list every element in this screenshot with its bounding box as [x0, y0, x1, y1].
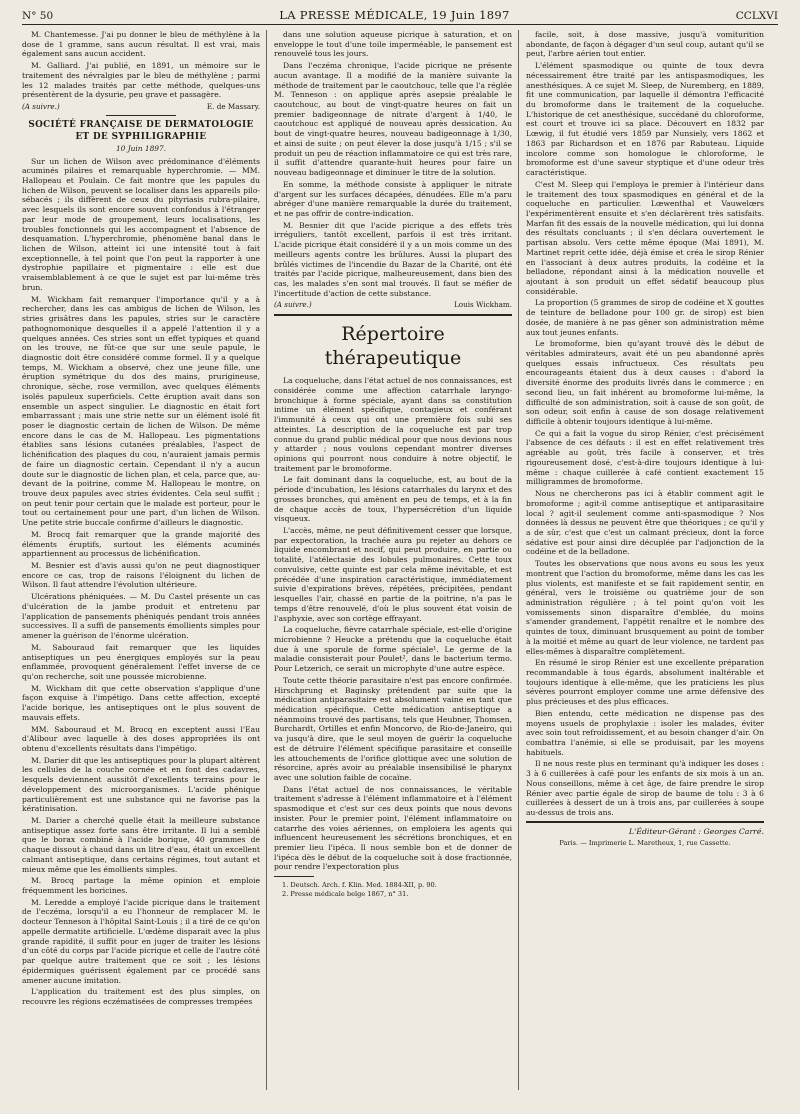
page-header — [22, 6, 778, 22]
society-date: 10 Juin 1897. — [115, 144, 167, 154]
header-rule — [22, 24, 778, 25]
paragraph: M. Darier a cherché quelle était la meilleure substance antiseptique assez forte sans être irritante. Il lui a semblé que le borax combiné à l'acide borique, 40 grammes de chaque dissout à chaud dans un litre d'eau, était un excellent calmant antiseptique, dans certains régimes, tout autant et mieux même que les émollients simples. — [22, 816, 260, 874]
issue-number: N° 50 — [22, 10, 54, 22]
paragraph: M. Besnier est d'avis aussi qu'on ne peut diagnostiquer encore ce cas, trop de raisons l'éloignent du lichen de Wilson. Il faut attendre l'évolution ultérieure. — [22, 561, 260, 590]
paragraph: facile, soit, à dose massive, jusqu'à vomiturition abondante, de façon à dégager d'un seul coup, autant qu'il se peut, l'arbre aérien tout entier. — [526, 30, 764, 59]
paragraph: M. Darier dit que les antiseptiques pour la plupart altèrent les cellules de la couche cornée et en font des cadavres, lesquels deviennent aussitôt d'excellents terrains pour le développement des microorganismes. L'acide phénique particulièrement est une substance qui ne favorise pas la kératinisation. — [22, 755, 260, 814]
section-rule — [274, 314, 512, 316]
paragraph: M. Wickham dit que cette observation s'applique d'une façon exquise à l'impétigo. Dans cette affection, excepté l'acide borique, les antiseptiques ont le plus souvent de mauvais effets. — [22, 683, 260, 722]
editor-line: L'Éditeur-Gérant : Georges Carré. — [628, 826, 764, 836]
paragraph: Sur un lichen de Wilson avec prédominance d'éléments acuminés pilaires et remarquable hyperchromie. — MM. Hallopeau et Poulain. Ce fait montre que les papules du lichen de Wilson, peuvent se localiser dans les appareils pilo-sébacés ; ils diffèrent de ceux du pityriasis rubra-pilaire, avec lesquels ils sont encore souvent confondus à l'étranger par leur mode de groupement, leurs localisations, les troubles fonctionnels qui les accompagnent et l'absence de desquamation. L'hyperchromie, phénomène banal dans le lichen de Wilson, atteint ici une intensité tout à fait exceptionnelle, à tel point que l'on peut la rapporter à une dystrophie papillaire et pigmentaire : elle est due vraisemblablement à ce que le sujet est par lui-même très brun. — [22, 156, 260, 292]
column-1 — [22, 30, 260, 1092]
footnote: 1. Deutsch. Arch. f. Klin. Med. 1884-XII, p. 90. — [282, 881, 437, 890]
paragraph: M. Brocq partage la même opinion et emploie fréquemment les boricines. — [22, 876, 260, 896]
paragraph: L'élément spasmodique ou quinte de toux devra nécessairement être traité par les antispasmodiques, les anesthésiques. A ce sujet M. Sleep, de Nuremberg, en 1889, fit une communication, par laquelle il démontra l'efficacité du bromoforme dans le traitement de la coqueluche. L'historique de cet anesthésique, succédané du chloroforme, est court et trouve ici sa place. Découvert en 1832 par Lœwig, il fut étudié vers 1859 par Nunsiely, vers 1862 et 1863 par Richardson et en 1876 par Rabuteau. Liquide incolore comme son homologue le chloroforme, le bromoforme est d'une saveur styptique et d'une odeur très caractéristique. — [526, 61, 764, 178]
paragraph: M. Wickham fait remarquer l'importance qu'il y a à rechercher, dans les cas ambigus de lichen de Wilson, les stries grisâtres dans les papules, stries sur le caractère pathognomonique desquelles il a appelé l'attention il y a quelques années. Ces stries sont un effet typiques et quand on les trouve, ne fût-ce que sur une seule papule, le diagnostic doit être considéré comme formel. Il y a quelque temps, M. Wickham a observé, chez une jeune fille, une éruption symétrique du dos des mains, prurigineuse, chronique, sèche, rose vermillon, avec quelques éléments isolés papuleux superficiels. Cette éruption avait dans son ensemble un aspect singulier. Le diagnostic en était fort embarrassant ; mais une strie nette sur un élément isolé fit poser le diagnostic certain de lichen de Wilson. De même encore dans le cas de M. Hallopeau. Les pigmentations établies sans lésions cutanées préalables, l'aspect de lichénification des plaques du cou, n'auraient jamais permis de faire un diagnostic certain. Cependant il n'y a aucun doute sur le diagnostic de lichen plan, et cela, parce que, au-devant de la poitrine, comme M. Hallopeau le montre, on trouve deux papules avec stries évidentes. Cela seul suffit ; on peut tenir pour certain que le malade est porteur, pour le tout ou certainement pour une part, d'un lichen de Wilson. Une petite strie buccale confirme d'ailleurs le diagnostic. — [22, 294, 260, 528]
paragraph: Le fait dominant dans la coqueluche, est, au bout de la période d'incubation, les lésions catarrhales du larynx et des grosses bronches, qui amènent en peu de temps, et à la fin de chaque accès de toux, l'hypersécrétion d'un liquide visqueux. — [274, 475, 512, 524]
paragraph: M. Chantemesse. J'ai pu donner le bleu de méthylène à la dose de 1 gramme, sans aucun résultat. Il est vrai, mais également sans aucun accident. — [22, 30, 260, 59]
paragraph: MM. Sabouraud et M. Brocq en exceptent aussi l'Eau d'Alibour avec laquelle à des doses appropriées ils ont obtenu d'excellents résultats dans l'impétigo. — [22, 724, 260, 753]
paragraph: Dans l'état actuel de nos connaissances, le véritable traitement s'adresse à l'élément inflammatoire et à l'élément spasmodique et c'est sur ces deux points que nous devons insister. Pour le premier point, l'élément inflammatoire ou catarrhe des voies aériennes, on emploiera les agents qui influencent heureusement les sécrétions bronchiques, et en premier lieu l'ipéca. Il nous semble bon et de donner de l'ipéca dès le début de la coqueluche soit à dose fractionnée, pour rendre l'expectoration plus — [274, 784, 512, 872]
author: Louis Wickham. — [454, 300, 512, 310]
paragraph: Bien entendu, cette médication ne dispense pas des moyens usuels de prophylaxie : isoler les malades, éviter avec soin tout refroidissement, et au besoin changer d'air. On combattra l'anémie, si elle se produisait, par les moyens habituels. — [526, 708, 764, 757]
paragraph: En résumé le sirop Rénier est une excellente préparation recommandable à tous égards, absolument inaltérable et toujours identique à elle-même, que les praticiens les plus sévères pourront employer comme une arme défensive des plus précieuses et des plus efficaces. — [526, 658, 764, 707]
paragraph: L'application du traitement est des plus simples, on recouvre les régions eczématisées de compresses trempées — [22, 987, 260, 1006]
column-separator — [518, 30, 519, 1090]
paragraph: M. Leredde a employé l'acide picrique dans le traitement de l'eczéma, lorsqu'il a eu l'honneur de remplacer M. le docteur Tenneson à l'hôpital Saint-Louis ; il a tiré de ce qu'on appelle dermatite artificielle. L'œdème disparait avec la plus grande rapidité, il suffit pour en juger de traiter les lésions d'un côté du corps par l'acide picrique et celle de l'autre côté par quelque autre traitement que ce soit ; les lésions épidermiques guérissent également par ce procédé sans amener aucune imitation. — [22, 897, 260, 985]
paragraph: M. Brocq fait remarquer que la grande majorité des éléments éruptifs, surtout les éléments acuminés appartiennent au processus de lichénification. — [22, 529, 260, 559]
printer-line: Paris. — Imprimerie L. Maretheux, 1, rue Cassette. — [559, 838, 731, 847]
paragraph: dans une solution aqueuse picrique à saturation, et on enveloppe le tout d'une toile imperméable, le pansement est renouvelé tous les jours. — [274, 30, 512, 59]
paragraph: Le bromoforme, bien qu'ayant trouvé dès le début de véritables admirateurs, avait été un peu abandonné après quelques essais infructueux. Ces résultats peu encourageants étaient dus à deux causes : d'abord la diversité énorme des produits livrés dans le commerce ; en second lieu, un fait inhérent au bromoforme lui-même, la difficulté de son administration, soit à cause de son goût, de son odeur, soit enfin à cause de son dosage relativement difficile à obtenir toujours identique à lui-même. — [526, 339, 764, 427]
journal-title: LA PRESSE MÉDICALE, 19 Juin 1897 — [279, 8, 510, 22]
footnote-rule — [274, 876, 314, 877]
column-separator — [266, 30, 267, 1090]
footnote: 2. Presse médicale belge 1867, n° 31. — [282, 889, 409, 898]
column-2 — [274, 30, 512, 1092]
paragraph: La coqueluche, dans l'état actuel de nos connaissances, est considérée comme une affection catarrhale laryngo-bronchique à forme spéciale, ayant dans sa constitution intime un élément spécifique, contagieux et conférant l'immunité à ceux qui ont une première fois subi ses atteintes. La description de la coqueluche est par trop connue du grand public médical pour que nous devions nous y attarder ; nous voulons cependant montrer diverses opinions qui pourront nous conduire à notre objectif, le traitement par le bromoforme. — [274, 376, 512, 473]
signature-line — [274, 300, 512, 309]
paragraph: Toute cette théorie parasitaire n'est pas encore confirmée. Hirschprung et Baginsky prétendent par suite que la médication antiparasitaire est absolument vaine en tant que médication spécifique. Cette médication antiseptique a néanmoins trouvé des partisans, tels que Heubner, Thomsen, Burchardt, Ortilles et enfin Moncorvo, de Rio-de-Janeiro, qui va jusqu'à dire, que le seul moyen de guérir la coqueluche est de détruire l'élément spécifique parasitaire et conseille les attouchements de l'orifice glottique avec une solution de résorcine, après avoir au préalable insensibilisé le pharynx avec une solution faible de cocaïne. — [274, 675, 512, 782]
paragraph: L'accès, même, ne peut définitivement cesser que lorsque, par expectoration, la trachée aura pu rejeter au dehors ce liquide encombrant et nocif, qui peut produire, en partie ou totalité, l'atélectasie des lobules pulmonaires. Cette toux convulsive, cette quinte est par cela même inévitable, et est précédée d'une inspiration caractéristique, immédiatement suivie d'expirations brèves, répétées, précipitées, pendant lesquelles l'air, chassé en partie de la poitrine, n'a pas le temps d'être renouvelé, d'où le plus souvent état voisin de l'asphyxie, avec son cortège effrayant. — [274, 526, 512, 623]
paragraph: Il ne nous reste plus en terminant qu'à indiquer les doses : 3 à 6 cuillerées à café pour les enfants de six mois à un an. Nous conseillons, même à cet âge, de faire prendre le sirop Rénier avec partie égale de sirop de baume de tolu : 3 à 6 cuillerées à dessert de un à trois ans, par cuillerées à soupe au-dessus de trois ans. — [526, 759, 764, 818]
paragraph: Ce qui a fait la vogue du sirop Rénier, c'est précisément l'absence de ces défauts : il est en effet relativement très agréable au goût, très facile à conserver, et très rigoureusement dosé, c'est-à-dire toujours identique à lui-même : chaque cuillerée à café contient exactement 15 milligrammes de bromoforme. — [526, 428, 764, 487]
paragraph: Toutes les observations que nous avons eu sous les yeux montrent que l'action du bromoforme, même dans les cas les plus violents, est manifeste et se fait rapidement sentir, en général, vers le troisième ou quatrième jour de son administration régulière ; à tel point qu'on voit les vomissements sinon disparaître d'emblée, du moins s'amender grandement, l'appétit renaître et le nombre des quintes de toux, diminuant brusquement au point de tomber à la moitié et même au quart de leur violence, ne tardent pas elles-mêmes à disparaître complètement. — [526, 559, 764, 656]
society-title: SOCIÉTÉ FRANÇAISE DE DERMATOLOGIE ET DE SYPHILIGRAPHIE — [28, 120, 254, 142]
column-3 — [526, 30, 764, 1092]
section-rule — [526, 821, 764, 823]
paragraph: Dans l'eczéma chronique, l'acide picrique ne présente aucun avantage. Il a modifié de la manière suivante la méthode de traitement par le caoutchouc, telle que l'a réglée M. Tenneson : on applique après asepsie préalable le caoutchouc, au bout de vingt-quatre heures on fait un premier badigeonnage de nitrate d'argent à 1/40, le caoutchouc est appliqué de nouveau après dessication. Au bout de vingt-quatre heures, nouveau badigeonnage à 1/30, et ainsi de suite ; on peut élever la dose jusqu'à 1/15 ; s'il se produit un peu de réaction inflammatoire ce qui est très rare, il suffit d'attendre quarante-huit heures pour faire un nouveau badigeonnage et diminuer le titre de la solution. — [274, 61, 512, 178]
to-be-continued: (A suivre.) — [22, 102, 60, 112]
page-number: CCLXVI — [735, 10, 778, 22]
paragraph: En somme, la méthode consiste à appliquer le nitrate d'argent sur les surfaces décapées, dénudées. Elle m'a paru abréger d'une manière remarquable la durée du traitement, et ne pas offrir de contre-indication. — [274, 179, 512, 218]
signature-line — [22, 102, 260, 111]
paragraph: Nous ne chercherons pas ici à établir comment agit le bromoforme ; agit-il comme antiseptique et antiparasitaire local ? agit-il seulement comme anti-spasmodique ? Nos données là dessus ne peuvent être que théoriques ; ce qu'il y a de sûr, c'est que c'est un calmant précieux, dont la force sédative est pour ainsi dire décuplée par l'adjonction de la codéine et de la belladone. — [526, 489, 764, 557]
paragraph: M. Besnier dit que l'acide picrique a des effets très irréguliers, tantôt excellent, parfois il est très irritant. L'acide picrique était considéré il y a un mois comme un des meilleurs agents contre les brûlures. Aussi la plupart des brûlés victimes de l'incendie du Bazar de la Charité, ont été traités par l'acide picrique, malheureusement, dans bien des cas, les malades s'en sont mal trouvés. Il faut se méfier de l'incertitude d'action de cette substance. — [274, 220, 512, 298]
author: E. de Massary. — [206, 102, 260, 112]
paragraph: La proportion (5 grammes de sirop de codéine et X gouttes de teinture de belladone pour 100 gr. de sirop) est bien dosée, de manière à ne pas gêner son administration même aux tout jeunes enfants. — [526, 298, 764, 337]
paragraph: M. Galliard. J'ai publié, en 1891, un mémoire sur le traitement des névralgies par le bleu de méthylène ; parmi les 12 malades traités par cette méthode, quelques-uns présentèrent de la dysurie, peu grave et passagère. — [22, 61, 260, 100]
footnotes — [274, 881, 512, 898]
paragraph: C'est M. Sleep qui l'employa le premier à l'intérieur dans le traitement des toux spasmodiques en général et de la coqueluche en particulier. Lœwenthal et Vauwelœrs l'expérimentèrent ensuite et s'en déclarèrent très satisfaits. Marfan fit des essais de la nouvelle médication, qui lui donna des résultats concluants ; il s'en déclara ouvertement le partisan absolu. Vers cette même époque (Mai 1891), M. Martinet reprit cette idée, déjà émise et créa le sirop Rénier en l'associant à deux autres produits, la codéine et la belladone, répondant ainsi à la médication nouvelle et ajoutant à son produit un effet sédatif beaucoup plus considérable. — [526, 179, 764, 296]
divider — [106, 115, 176, 116]
section-title: Répertoire thérapeutique — [324, 322, 462, 369]
paragraph: La coqueluche, fièvre catarrhale spéciale, est-elle d'origine microbienne ? Heucke a prétendu que la coqueluche était due à une sporule de forme spéciale¹. Le germe de la maladie consisterait pour Poulet², dans le bacterium termo. Pour Letzerich, ce serait un microphyte d'une autre espèce. — [274, 625, 512, 674]
to-be-continued: (A suivre.) — [274, 300, 312, 310]
paragraph: M. Sabouraud fait remarquer que les liquides antiseptiques un peu énergiques employés sur la peau enflammée, provoquent généralement l'effet inverse de ce qu'on recherche, soit une poussée microbienne. — [22, 642, 260, 681]
paragraph: Ulcérations phéniquées. — M. Du Castel présente un cas d'ulcération de la jambe produit et entretenu par l'application de pansements phéniqués pendant trois années successives. Il a suffi de pansements émollients simples pour amener la guérison de l'énorme ulcération. — [22, 592, 260, 641]
